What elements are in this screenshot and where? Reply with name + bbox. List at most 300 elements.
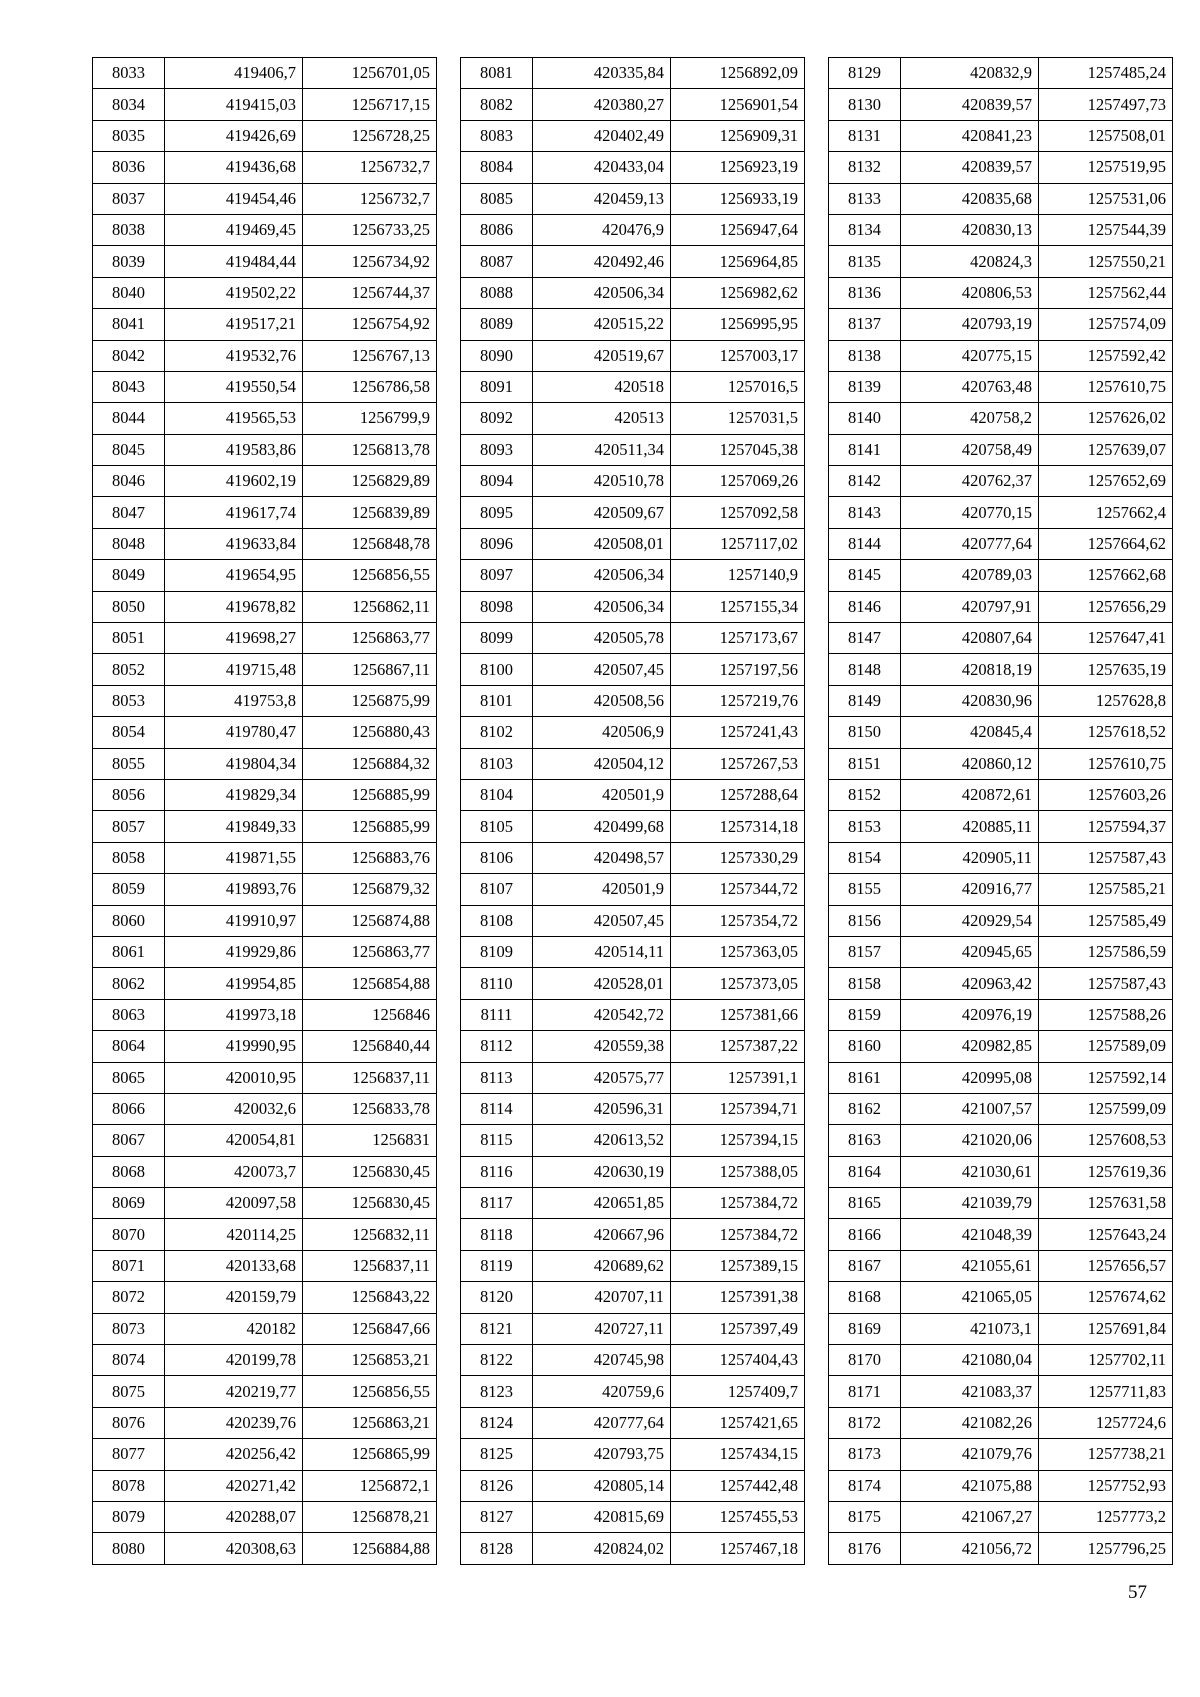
y-coordinate-cell: 1256767,13	[303, 340, 437, 371]
point-number-cell: 8057	[93, 811, 165, 842]
x-coordinate-cell: 420929,54	[901, 905, 1039, 936]
point-number-cell: 8146	[829, 591, 901, 622]
y-coordinate-cell: 1256839,89	[303, 497, 437, 528]
y-coordinate-cell: 1257738,21	[1039, 1439, 1173, 1470]
point-number-cell: 8166	[829, 1219, 901, 1250]
point-number-cell: 8069	[93, 1188, 165, 1219]
x-coordinate-cell: 420519,67	[533, 340, 671, 371]
point-number-cell: 8117	[461, 1188, 533, 1219]
table-row	[829, 591, 1173, 622]
x-coordinate-cell: 420073,7	[165, 1156, 303, 1187]
point-number-cell: 8074	[93, 1345, 165, 1376]
point-number-cell: 8130	[829, 89, 901, 120]
y-coordinate-cell: 1256843,22	[303, 1282, 437, 1313]
table-row	[461, 811, 805, 842]
x-coordinate-cell: 420945,65	[901, 936, 1039, 967]
x-coordinate-cell: 420797,91	[901, 591, 1039, 622]
x-coordinate-cell: 420793,75	[533, 1439, 671, 1470]
table-row	[461, 340, 805, 371]
x-coordinate-cell: 420789,03	[901, 560, 1039, 591]
point-number-cell: 8071	[93, 1250, 165, 1281]
point-number-cell: 8050	[93, 591, 165, 622]
point-number-cell: 8111	[461, 999, 533, 1030]
y-coordinate-cell: 1257434,15	[671, 1439, 805, 1470]
x-coordinate-cell: 420905,11	[901, 842, 1039, 873]
y-coordinate-cell: 1256933,19	[671, 183, 805, 214]
x-coordinate-cell: 420514,11	[533, 936, 671, 967]
y-coordinate-cell: 1257550,21	[1039, 246, 1173, 277]
y-coordinate-cell: 1257643,24	[1039, 1219, 1173, 1250]
x-coordinate-cell: 421083,37	[901, 1376, 1039, 1407]
y-coordinate-cell: 1256884,32	[303, 748, 437, 779]
y-coordinate-cell: 1256829,89	[303, 466, 437, 497]
point-number-cell: 8131	[829, 120, 901, 151]
table-row	[829, 1250, 1173, 1281]
y-coordinate-cell: 1256717,15	[303, 89, 437, 120]
point-number-cell: 8044	[93, 403, 165, 434]
point-number-cell: 8063	[93, 999, 165, 1030]
table-row	[93, 936, 437, 967]
x-coordinate-cell: 420506,34	[533, 591, 671, 622]
y-coordinate-cell: 1256744,37	[303, 277, 437, 308]
x-coordinate-cell: 420818,19	[901, 654, 1039, 685]
y-coordinate-cell: 1256813,78	[303, 434, 437, 465]
point-number-cell: 8151	[829, 748, 901, 779]
y-coordinate-cell: 1257409,7	[671, 1376, 805, 1407]
y-coordinate-cell: 1256701,05	[303, 58, 437, 89]
table-row	[461, 1282, 805, 1313]
x-coordinate-cell: 420054,81	[165, 1125, 303, 1156]
point-number-cell: 8140	[829, 403, 901, 434]
x-coordinate-cell: 420182	[165, 1313, 303, 1344]
x-coordinate-cell: 420492,46	[533, 246, 671, 277]
y-coordinate-cell: 1256923,19	[671, 152, 805, 183]
y-coordinate-cell: 1257796,25	[1039, 1533, 1173, 1564]
y-coordinate-cell: 1257373,05	[671, 968, 805, 999]
y-coordinate-cell: 1257387,22	[671, 1031, 805, 1062]
y-coordinate-cell: 1257389,15	[671, 1250, 805, 1281]
x-coordinate-cell: 420845,4	[901, 717, 1039, 748]
point-number-cell: 8162	[829, 1093, 901, 1124]
x-coordinate-cell: 419436,68	[165, 152, 303, 183]
y-coordinate-cell: 1257384,72	[671, 1219, 805, 1250]
x-coordinate-cell: 420762,37	[901, 466, 1039, 497]
table-row	[829, 120, 1173, 151]
table-row	[829, 1470, 1173, 1501]
point-number-cell: 8105	[461, 811, 533, 842]
y-coordinate-cell: 1257508,01	[1039, 120, 1173, 151]
table-row	[93, 1407, 437, 1438]
table-row	[829, 183, 1173, 214]
table-row	[93, 403, 437, 434]
point-number-cell: 8171	[829, 1376, 901, 1407]
y-coordinate-cell: 1256995,95	[671, 309, 805, 340]
x-coordinate-cell: 421020,06	[901, 1125, 1039, 1156]
point-number-cell: 8123	[461, 1376, 533, 1407]
y-coordinate-cell: 1256874,88	[303, 905, 437, 936]
y-coordinate-cell: 1257585,21	[1039, 874, 1173, 905]
point-number-cell: 8099	[461, 623, 533, 654]
y-coordinate-cell: 1257664,62	[1039, 528, 1173, 559]
x-coordinate-cell: 420763,48	[901, 371, 1039, 402]
point-number-cell: 8143	[829, 497, 901, 528]
table-row	[93, 277, 437, 308]
y-coordinate-cell: 1257702,11	[1039, 1345, 1173, 1376]
x-coordinate-cell: 419780,47	[165, 717, 303, 748]
y-coordinate-cell: 1257404,43	[671, 1345, 805, 1376]
table-row	[93, 591, 437, 622]
x-coordinate-cell: 419602,19	[165, 466, 303, 497]
point-number-cell: 8163	[829, 1125, 901, 1156]
y-coordinate-cell: 1257724,6	[1039, 1407, 1173, 1438]
y-coordinate-cell: 1257773,2	[1039, 1501, 1173, 1532]
x-coordinate-cell: 420114,25	[165, 1219, 303, 1250]
x-coordinate-cell: 421073,1	[901, 1313, 1039, 1344]
table-row	[93, 623, 437, 654]
y-coordinate-cell: 1257711,83	[1039, 1376, 1173, 1407]
point-number-cell: 8087	[461, 246, 533, 277]
x-coordinate-cell: 420501,9	[533, 874, 671, 905]
table-row	[93, 748, 437, 779]
point-number-cell: 8067	[93, 1125, 165, 1156]
coordinates-table-1	[92, 57, 437, 1565]
table-row	[461, 528, 805, 559]
table-row	[829, 1313, 1173, 1344]
point-number-cell: 8068	[93, 1156, 165, 1187]
y-coordinate-cell: 1257586,59	[1039, 936, 1173, 967]
x-coordinate-cell: 420758,2	[901, 403, 1039, 434]
table-row	[461, 717, 805, 748]
y-coordinate-cell: 1257455,53	[671, 1501, 805, 1532]
y-coordinate-cell: 1257016,5	[671, 371, 805, 402]
point-number-cell: 8061	[93, 936, 165, 967]
y-coordinate-cell: 1257656,29	[1039, 591, 1173, 622]
y-coordinate-cell: 1257155,34	[671, 591, 805, 622]
x-coordinate-cell: 419715,48	[165, 654, 303, 685]
table-row	[93, 1345, 437, 1376]
table-row	[93, 1125, 437, 1156]
y-coordinate-cell: 1257117,02	[671, 528, 805, 559]
y-coordinate-cell: 1256728,25	[303, 120, 437, 151]
table-row	[461, 748, 805, 779]
y-coordinate-cell: 1257631,58	[1039, 1188, 1173, 1219]
y-coordinate-cell: 1256732,7	[303, 183, 437, 214]
x-coordinate-cell: 420976,19	[901, 999, 1039, 1030]
point-number-cell: 8112	[461, 1031, 533, 1062]
y-coordinate-cell: 1256880,43	[303, 717, 437, 748]
point-number-cell: 8100	[461, 654, 533, 685]
y-coordinate-cell: 1256853,21	[303, 1345, 437, 1376]
table-row	[829, 1219, 1173, 1250]
point-number-cell: 8133	[829, 183, 901, 214]
point-number-cell: 8064	[93, 1031, 165, 1062]
x-coordinate-cell: 420824,02	[533, 1533, 671, 1564]
x-coordinate-cell: 420501,9	[533, 779, 671, 810]
table-row	[829, 905, 1173, 936]
x-coordinate-cell: 421080,04	[901, 1345, 1039, 1376]
y-coordinate-cell: 1257267,53	[671, 748, 805, 779]
y-coordinate-cell: 1257197,56	[671, 654, 805, 685]
table-row	[829, 1439, 1173, 1470]
y-coordinate-cell: 1256964,85	[671, 246, 805, 277]
point-number-cell: 8120	[461, 1282, 533, 1313]
table-row	[93, 1470, 437, 1501]
point-number-cell: 8122	[461, 1345, 533, 1376]
table-row	[461, 1533, 805, 1564]
table-row	[461, 1219, 805, 1250]
table-row	[461, 120, 805, 151]
x-coordinate-cell: 420097,58	[165, 1188, 303, 1219]
point-number-cell: 8084	[461, 152, 533, 183]
table-row	[829, 1407, 1173, 1438]
table-row	[93, 1031, 437, 1062]
table-row	[461, 1156, 805, 1187]
x-coordinate-cell: 420667,96	[533, 1219, 671, 1250]
table-row	[461, 434, 805, 465]
y-coordinate-cell: 1257381,66	[671, 999, 805, 1030]
y-coordinate-cell: 1256982,62	[671, 277, 805, 308]
x-coordinate-cell: 421075,88	[901, 1470, 1039, 1501]
point-number-cell: 8176	[829, 1533, 901, 1564]
table-row	[829, 748, 1173, 779]
x-coordinate-cell: 420506,34	[533, 277, 671, 308]
point-number-cell: 8051	[93, 623, 165, 654]
x-coordinate-cell: 419871,55	[165, 842, 303, 873]
point-number-cell: 8097	[461, 560, 533, 591]
x-coordinate-cell: 420518	[533, 371, 671, 402]
y-coordinate-cell: 1257397,49	[671, 1313, 805, 1344]
y-coordinate-cell: 1257592,42	[1039, 340, 1173, 371]
x-coordinate-cell: 419654,95	[165, 560, 303, 591]
point-number-cell: 8134	[829, 214, 901, 245]
table-row	[461, 968, 805, 999]
table-row	[461, 214, 805, 245]
x-coordinate-cell: 420542,72	[533, 999, 671, 1030]
table-row	[829, 466, 1173, 497]
y-coordinate-cell: 1257314,18	[671, 811, 805, 842]
y-coordinate-cell: 1256879,32	[303, 874, 437, 905]
table-row	[93, 1376, 437, 1407]
table-row	[93, 999, 437, 1030]
y-coordinate-cell: 1257388,05	[671, 1156, 805, 1187]
point-number-cell: 8073	[93, 1313, 165, 1344]
x-coordinate-cell: 420559,38	[533, 1031, 671, 1062]
y-coordinate-cell: 1257045,38	[671, 434, 805, 465]
table-row	[461, 89, 805, 120]
point-number-cell: 8079	[93, 1501, 165, 1532]
point-number-cell: 8034	[93, 89, 165, 120]
point-number-cell: 8136	[829, 277, 901, 308]
table-row	[93, 246, 437, 277]
table-row	[829, 968, 1173, 999]
x-coordinate-cell: 420511,34	[533, 434, 671, 465]
y-coordinate-cell: 1257662,68	[1039, 560, 1173, 591]
table-row	[461, 842, 805, 873]
point-number-cell: 8149	[829, 685, 901, 716]
x-coordinate-cell: 420506,9	[533, 717, 671, 748]
x-coordinate-cell: 420476,9	[533, 214, 671, 245]
point-number-cell: 8153	[829, 811, 901, 842]
table-row	[829, 685, 1173, 716]
table-row	[829, 1282, 1173, 1313]
y-coordinate-cell: 1257140,9	[671, 560, 805, 591]
x-coordinate-cell: 420759,6	[533, 1376, 671, 1407]
point-number-cell: 8035	[93, 120, 165, 151]
x-coordinate-cell: 420505,78	[533, 623, 671, 654]
table-row	[461, 152, 805, 183]
point-number-cell: 8052	[93, 654, 165, 685]
table-row	[93, 1501, 437, 1532]
x-coordinate-cell: 419973,18	[165, 999, 303, 1030]
table-row	[461, 466, 805, 497]
table-row	[461, 497, 805, 528]
table-row	[829, 842, 1173, 873]
point-number-cell: 8110	[461, 968, 533, 999]
point-number-cell: 8173	[829, 1439, 901, 1470]
table-row	[461, 1470, 805, 1501]
y-coordinate-cell: 1256883,76	[303, 842, 437, 873]
x-coordinate-cell: 420839,57	[901, 89, 1039, 120]
table-row	[461, 246, 805, 277]
point-number-cell: 8076	[93, 1407, 165, 1438]
point-number-cell: 8167	[829, 1250, 901, 1281]
table-row	[93, 560, 437, 591]
point-number-cell: 8082	[461, 89, 533, 120]
table-row	[829, 811, 1173, 842]
x-coordinate-cell: 419469,45	[165, 214, 303, 245]
x-coordinate-cell: 420916,77	[901, 874, 1039, 905]
x-coordinate-cell: 420630,19	[533, 1156, 671, 1187]
y-coordinate-cell: 1256837,11	[303, 1062, 437, 1093]
y-coordinate-cell: 1257674,62	[1039, 1282, 1173, 1313]
y-coordinate-cell: 1257173,67	[671, 623, 805, 654]
y-coordinate-cell: 1257639,07	[1039, 434, 1173, 465]
y-coordinate-cell: 1257594,37	[1039, 811, 1173, 842]
table-row	[93, 340, 437, 371]
point-number-cell: 8144	[829, 528, 901, 559]
x-coordinate-cell: 419532,76	[165, 340, 303, 371]
table-row	[461, 905, 805, 936]
x-coordinate-cell: 419990,95	[165, 1031, 303, 1062]
x-coordinate-cell: 419893,76	[165, 874, 303, 905]
x-coordinate-cell: 420032,6	[165, 1093, 303, 1124]
point-number-cell: 8147	[829, 623, 901, 654]
y-coordinate-cell: 1256754,92	[303, 309, 437, 340]
x-coordinate-cell: 419583,86	[165, 434, 303, 465]
x-coordinate-cell: 419753,8	[165, 685, 303, 716]
point-number-cell: 8150	[829, 717, 901, 748]
table-row	[829, 779, 1173, 810]
x-coordinate-cell: 420689,62	[533, 1250, 671, 1281]
x-coordinate-cell: 420758,49	[901, 434, 1039, 465]
x-coordinate-cell: 420839,57	[901, 152, 1039, 183]
x-coordinate-cell: 420506,34	[533, 560, 671, 591]
y-coordinate-cell: 1257031,5	[671, 403, 805, 434]
x-coordinate-cell: 420596,31	[533, 1093, 671, 1124]
table-row	[829, 152, 1173, 183]
table-row	[93, 1282, 437, 1313]
table-row	[93, 152, 437, 183]
x-coordinate-cell: 421055,61	[901, 1250, 1039, 1281]
y-coordinate-cell: 1256863,77	[303, 936, 437, 967]
point-number-cell: 8040	[93, 277, 165, 308]
table-row	[461, 936, 805, 967]
y-coordinate-cell: 1257647,41	[1039, 623, 1173, 654]
x-coordinate-cell: 420707,11	[533, 1282, 671, 1313]
point-number-cell: 8159	[829, 999, 901, 1030]
table-row	[461, 1345, 805, 1376]
y-coordinate-cell: 1257241,43	[671, 717, 805, 748]
point-number-cell: 8139	[829, 371, 901, 402]
y-coordinate-cell: 1257562,44	[1039, 277, 1173, 308]
point-number-cell: 8135	[829, 246, 901, 277]
y-coordinate-cell: 1257662,4	[1039, 497, 1173, 528]
y-coordinate-cell: 1257354,72	[671, 905, 805, 936]
x-coordinate-cell: 420805,14	[533, 1470, 671, 1501]
point-number-cell: 8037	[93, 183, 165, 214]
y-coordinate-cell: 1257587,43	[1039, 968, 1173, 999]
point-number-cell: 8168	[829, 1282, 901, 1313]
point-number-cell: 8121	[461, 1313, 533, 1344]
y-coordinate-cell: 1257587,43	[1039, 842, 1173, 873]
y-coordinate-cell: 1256856,55	[303, 560, 437, 591]
y-coordinate-cell: 1256909,31	[671, 120, 805, 151]
point-number-cell: 8154	[829, 842, 901, 873]
y-coordinate-cell: 1256840,44	[303, 1031, 437, 1062]
table-row	[461, 277, 805, 308]
table-row	[829, 999, 1173, 1030]
table-row	[829, 623, 1173, 654]
x-coordinate-cell: 420777,64	[901, 528, 1039, 559]
y-coordinate-cell: 1256830,45	[303, 1188, 437, 1219]
table-row	[829, 309, 1173, 340]
table-row	[93, 1156, 437, 1187]
table-row	[829, 434, 1173, 465]
point-number-cell: 8155	[829, 874, 901, 905]
x-coordinate-cell: 420872,61	[901, 779, 1039, 810]
x-coordinate-cell: 421065,05	[901, 1282, 1039, 1313]
y-coordinate-cell: 1256848,78	[303, 528, 437, 559]
point-number-cell: 8169	[829, 1313, 901, 1344]
x-coordinate-cell: 421039,79	[901, 1188, 1039, 1219]
table-row	[461, 1188, 805, 1219]
point-number-cell: 8077	[93, 1439, 165, 1470]
y-coordinate-cell: 1257610,75	[1039, 371, 1173, 402]
table-row	[829, 1156, 1173, 1187]
y-coordinate-cell: 1257656,57	[1039, 1250, 1173, 1281]
y-coordinate-cell: 1256837,11	[303, 1250, 437, 1281]
point-number-cell: 8096	[461, 528, 533, 559]
x-coordinate-cell: 420507,45	[533, 905, 671, 936]
table-row	[461, 1125, 805, 1156]
x-coordinate-cell: 419954,85	[165, 968, 303, 999]
point-number-cell: 8116	[461, 1156, 533, 1187]
point-number-cell: 8113	[461, 1062, 533, 1093]
y-coordinate-cell: 1257363,05	[671, 936, 805, 967]
y-coordinate-cell: 1257421,65	[671, 1407, 805, 1438]
x-coordinate-cell: 420727,11	[533, 1313, 671, 1344]
x-coordinate-cell: 419910,97	[165, 905, 303, 936]
x-coordinate-cell: 420830,13	[901, 214, 1039, 245]
y-coordinate-cell: 1257485,24	[1039, 58, 1173, 89]
y-coordinate-cell: 1257394,15	[671, 1125, 805, 1156]
x-coordinate-cell: 419849,33	[165, 811, 303, 842]
y-coordinate-cell: 1256885,99	[303, 779, 437, 810]
y-coordinate-cell: 1257394,71	[671, 1093, 805, 1124]
x-coordinate-cell: 419929,86	[165, 936, 303, 967]
x-coordinate-cell: 420459,13	[533, 183, 671, 214]
y-coordinate-cell: 1256947,64	[671, 214, 805, 245]
